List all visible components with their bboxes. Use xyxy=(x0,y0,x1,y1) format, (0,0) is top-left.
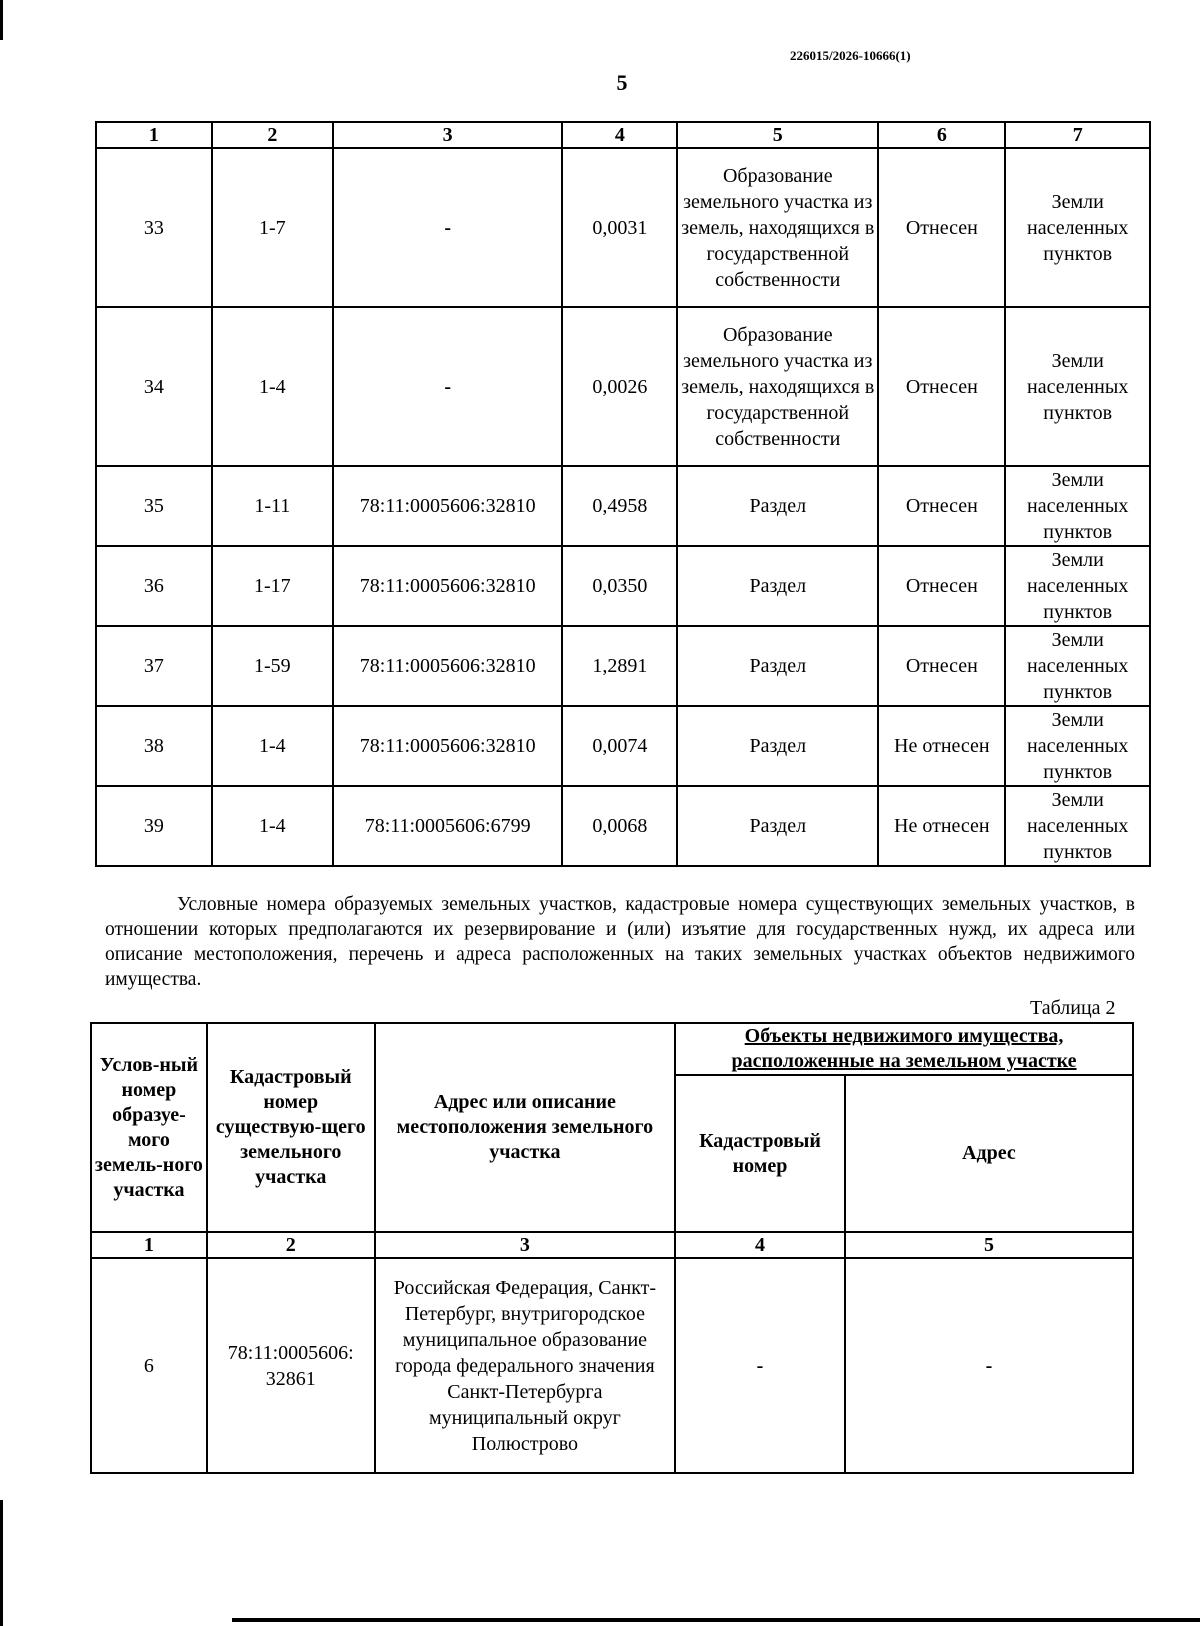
table-row xyxy=(91,1258,1133,1473)
header-real-estate-group xyxy=(675,1023,1133,1075)
plot-number: 35 xyxy=(96,466,212,546)
status-value: Не отнесен xyxy=(878,706,1005,786)
status-value: Отнесен xyxy=(878,626,1005,706)
column-number: 4 xyxy=(562,122,677,148)
column-number: 4 xyxy=(675,1232,845,1258)
area-value: 0,0074 xyxy=(562,706,677,786)
table-row xyxy=(96,546,1150,626)
formation-method: Образование земельного участка из земель, находящихся в государственной собственности xyxy=(677,307,878,466)
table-row xyxy=(96,466,1150,546)
point-range: 1-4 xyxy=(212,307,333,466)
status-value: Отнесен xyxy=(878,148,1005,307)
area-value: 0,0026 xyxy=(562,307,677,466)
point-range: 1-17 xyxy=(212,546,333,626)
land-category: Земли населенных пунктов xyxy=(1005,466,1150,546)
land-plots-table xyxy=(95,121,1151,867)
plot-number: 37 xyxy=(96,626,212,706)
column-number: 1 xyxy=(96,122,212,148)
plot-number: 33 xyxy=(96,148,212,307)
column-number: 5 xyxy=(845,1232,1133,1258)
cadastral-number: - xyxy=(333,307,563,466)
paragraph-text: Условные номера образуемых земельных участков, кадастровые номера существующих земельных участков, в отношении которых предполагаются их резервирование и (или) изъятие для государственных нужд, их адреса или описание местоположения, перечень и адреса расположенных на таких земельных участках объектов недвижимого имущества. xyxy=(105,894,1135,990)
scan-edge-mark xyxy=(0,0,3,40)
header-object-cadastral: Кадастровый номер xyxy=(675,1075,845,1232)
land-category: Земли населенных пунктов xyxy=(1005,786,1150,866)
area-value: 0,4958 xyxy=(562,466,677,546)
land-category: Земли населенных пунктов xyxy=(1005,307,1150,466)
header-group-text: Объекты недвижимого имущества, расположенные на земельном участке xyxy=(731,1025,1077,1072)
point-range: 1-59 xyxy=(212,626,333,706)
point-range: 1-4 xyxy=(212,786,333,866)
plot-number: 34 xyxy=(96,307,212,466)
status-value: Отнесен xyxy=(878,466,1005,546)
column-number: 3 xyxy=(333,122,563,148)
land-category: Земли населенных пунктов xyxy=(1005,706,1150,786)
column-number: 5 xyxy=(677,122,878,148)
cadastral-number: 78:11:0005606:32810 xyxy=(333,706,563,786)
cadastral-number: 78:11:0005606:32810 xyxy=(333,466,563,546)
cadastral-number: - xyxy=(333,148,563,307)
column-number: 2 xyxy=(212,122,333,148)
land-category: Земли населенных пунктов xyxy=(1005,148,1150,307)
object-address: - xyxy=(845,1258,1133,1473)
status-value: Отнесен xyxy=(878,307,1005,466)
header-object-address: Адрес xyxy=(845,1075,1133,1232)
formation-method: Образование земельного участка из земель, находящихся в государственной собственности xyxy=(677,148,878,307)
table-header-row xyxy=(96,122,1150,148)
cadastral-number: 78:11:0005606: 32861 xyxy=(207,1258,375,1473)
table-row xyxy=(96,307,1150,466)
plot-number: 39 xyxy=(96,786,212,866)
point-range: 1-4 xyxy=(212,706,333,786)
formation-method: Раздел xyxy=(677,546,878,626)
point-range: 1-7 xyxy=(212,148,333,307)
formation-method: Раздел xyxy=(677,466,878,546)
column-number: 3 xyxy=(375,1232,675,1258)
column-number-row xyxy=(91,1232,1133,1258)
header-address: Адрес или описание местоположения земельного участка xyxy=(375,1023,675,1232)
scan-edge-mark xyxy=(0,1500,3,1626)
header-cadastral-number: Кадастровый номер существую-щего земельного участка xyxy=(207,1023,375,1232)
land-category: Земли населенных пунктов xyxy=(1005,626,1150,706)
status-value: Отнесен xyxy=(878,546,1005,626)
column-number: 1 xyxy=(91,1232,207,1258)
table-header-row xyxy=(91,1023,1133,1075)
page-number: 5 xyxy=(616,70,628,95)
table-row xyxy=(96,626,1150,706)
plot-number: 6 xyxy=(91,1258,207,1473)
plot-number: 38 xyxy=(96,706,212,786)
plot-number: 36 xyxy=(96,546,212,626)
area-value: 1,2891 xyxy=(562,626,677,706)
document-id: 226015/2026-10666(1) xyxy=(790,48,911,63)
table-row xyxy=(96,706,1150,786)
object-cadastral: - xyxy=(675,1258,845,1473)
scan-bottom-rule xyxy=(232,1618,1200,1622)
table-caption: Таблица 2 xyxy=(1030,997,1116,1019)
cadastral-number: 78:11:0005606:32810 xyxy=(333,546,563,626)
plot-address: Российская Федерация, Санкт-Петербург, внутригородское муниципальное образование города федерального значения Санкт-Петербурга муниципальный округ Полюстрово xyxy=(375,1258,675,1473)
formation-method: Раздел xyxy=(677,786,878,866)
area-value: 0,0350 xyxy=(562,546,677,626)
status-value: Не отнесен xyxy=(878,786,1005,866)
description-paragraph xyxy=(105,892,1135,992)
formation-method: Раздел xyxy=(677,706,878,786)
area-value: 0,0031 xyxy=(562,148,677,307)
column-number: 6 xyxy=(878,122,1005,148)
table-row xyxy=(96,148,1150,307)
reservation-table xyxy=(90,1022,1134,1474)
formation-method: Раздел xyxy=(677,626,878,706)
area-value: 0,0068 xyxy=(562,786,677,866)
cadastral-number: 78:11:0005606:6799 xyxy=(333,786,563,866)
land-category: Земли населенных пунктов xyxy=(1005,546,1150,626)
column-number: 7 xyxy=(1005,122,1150,148)
header-plot-number: Услов-ный номер образуе-мого земель-ного участка xyxy=(91,1023,207,1232)
column-number: 2 xyxy=(207,1232,375,1258)
cadastral-number: 78:11:0005606:32810 xyxy=(333,626,563,706)
point-range: 1-11 xyxy=(212,466,333,546)
table-row xyxy=(96,786,1150,866)
